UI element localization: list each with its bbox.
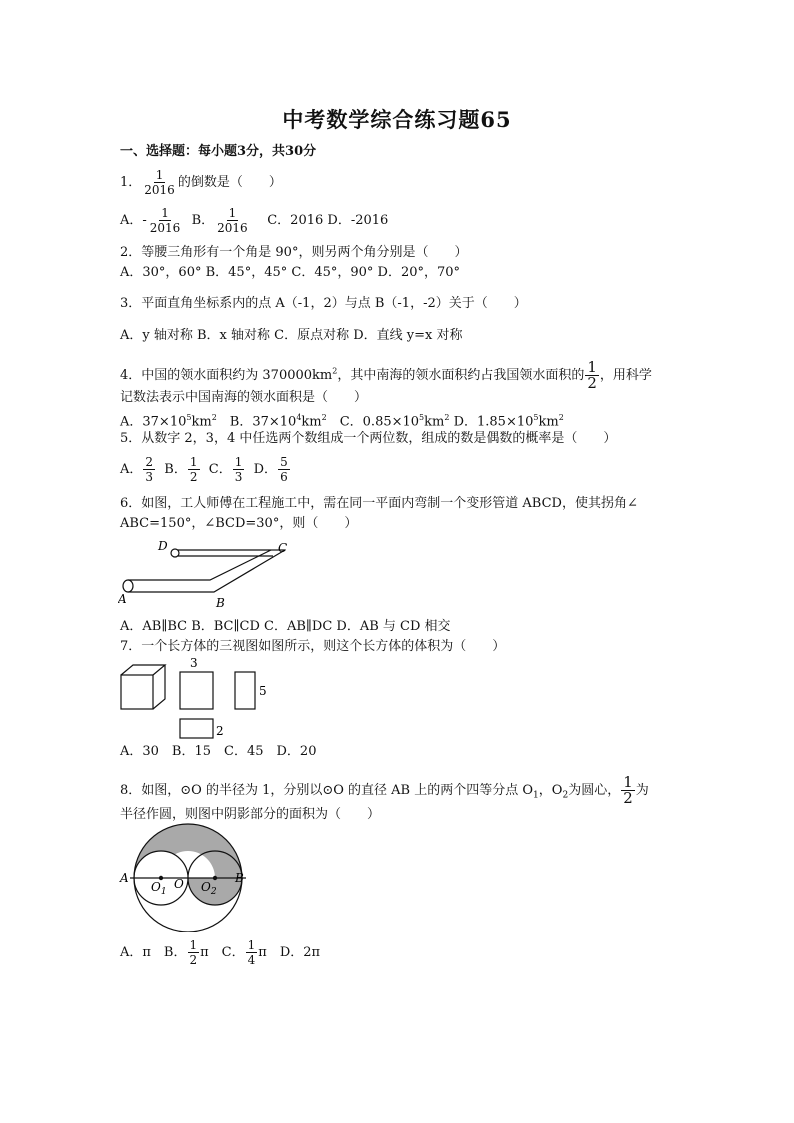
q6-pipe-diagram: [118, 536, 298, 612]
label-o1: $O_1$: [151, 880, 167, 897]
question-6-line2: ABC=150°，∠BCD=30°，则（ ）: [120, 516, 358, 531]
q5-opt-c-fraction: $\frac{1}{3}$: [234, 455, 243, 484]
question-3: 3．平面直角坐标系内的点 A（-1，2）与点 B（-1，-2）关于（ ）: [120, 296, 527, 311]
q5-opt-d-fraction: $\frac{5}{6}$: [280, 455, 288, 484]
label-c: C: [278, 541, 288, 555]
pipe-outer-edge: [128, 550, 271, 580]
question-2: 2．等腰三角形有一个角是 90°，则另两个角分别是（ ）: [120, 245, 468, 260]
question-5-options: A． $\frac{2}{3}$ B． $\frac{1}{2}$ C． $\frac{1}{3}$ D． $\frac{5}{6}$: [120, 455, 288, 484]
dim-3: 3: [190, 656, 198, 670]
question-4: 4．中国的领水面积约为 $370000km^2$，其中南海的领水面积约占我国领水面积的 $\frac{1}{2}$ ，用科学: [120, 358, 652, 392]
question-4-options: A．$37\times 10^5km^2$ B．$37\times 10^4km^2$ C．$0.85\times 10^5km^2$ D．$1.85\times 10^5km^2$: [120, 413, 564, 430]
label-o2: $O_2$: [201, 880, 217, 897]
question-6-options: A．AB∥BC B．BC∥CD C．AB∥DC D．AB 与 CD 相交: [120, 619, 451, 634]
pipe-d-end: [171, 549, 179, 557]
pipe-a-end: [123, 580, 133, 592]
label-d: D: [158, 539, 168, 553]
question-1: [120, 168, 282, 197]
q1-opt-b-fraction: $\frac{1}{2016}$: [217, 206, 248, 235]
q1-fraction: $\frac{1}{2016}$: [144, 168, 175, 197]
point-o2: [213, 876, 217, 880]
q5-opt-a-fraction: $\frac{2}{3}$: [145, 455, 154, 484]
question-2-options: A．30°，60° B．45°，45° C．45°，90° D．20°，70°: [120, 265, 461, 280]
dim-5: 5: [259, 684, 267, 698]
question-4-line2: 记数法表示中国南海的领水面积是（ ）: [120, 390, 368, 405]
question-5: 5．从数字 2，3，4 中任选两个数组成一个两位数，组成的数是偶数的概率是（ ）: [120, 431, 617, 446]
q1-text: 的倒数是（ ）: [177, 175, 282, 190]
section-heading: 一、选择题：每小题3分，共30分: [120, 144, 317, 159]
side-view: [235, 672, 255, 709]
question-3-options: A．y 轴对称 B．x 轴对称 C．原点对称 D．直线 y=x 对称: [120, 328, 463, 343]
q1-number: 1．: [120, 175, 142, 190]
label-a: A: [118, 592, 127, 606]
page-title: 中考数学综合练习题65: [282, 107, 512, 132]
front-view: [180, 672, 213, 709]
question-8-line1: 8．如图，⊙O 的半径为 1，分别以⊙O 的直径 AB 上的两个四等分点 $O_1$，$O_2$为圆心， $\frac{1}{2}$ 为: [120, 773, 649, 807]
q8-circle-diagram: [118, 822, 258, 932]
q1-opt-a-fraction: $\frac{1}{2016}$: [149, 206, 181, 235]
question-8-line2: 半径作圆，则图中阴影部分的面积为（ ）: [120, 807, 381, 822]
dim-2: 2: [216, 724, 224, 738]
question-7: 7．一个长方体的三视图如图所示，则这个长方体的体积为（ ）: [120, 639, 506, 654]
question-8-options: A．π B． $\frac{1}{2}$ π C． $\frac{1}{4}$ π D．2π: [120, 938, 321, 967]
q4-fraction: $\frac{1}{2}$: [587, 358, 597, 392]
top-view: [180, 719, 213, 738]
q8-opt-b-fraction: $\frac{1}{2}$: [189, 938, 198, 967]
q7-three-views: [118, 655, 278, 745]
q8-fraction: $\frac{1}{2}$: [623, 773, 633, 807]
label-b: B: [235, 871, 244, 885]
question-6-line1: 6．如图，工人师傅在工程施工中，需在同一平面内弯制一个变形管道 ABCD，使其拐角∠: [120, 496, 638, 511]
label-b: B: [216, 596, 225, 610]
label-a: A: [120, 871, 129, 885]
label-o: O: [174, 877, 184, 891]
q5-opt-b-fraction: $\frac{1}{2}$: [189, 455, 198, 484]
q8-opt-c-fraction: $\frac{1}{4}$: [247, 938, 256, 967]
cuboid-sketch: [121, 665, 165, 709]
question-1-options: A．- $\frac{1}{2016}$ B． $\frac{1}{2016}$ C．2016 D．-2016: [120, 206, 389, 235]
question-7-options: A．30 B．15 C．45 D．20: [120, 744, 317, 759]
